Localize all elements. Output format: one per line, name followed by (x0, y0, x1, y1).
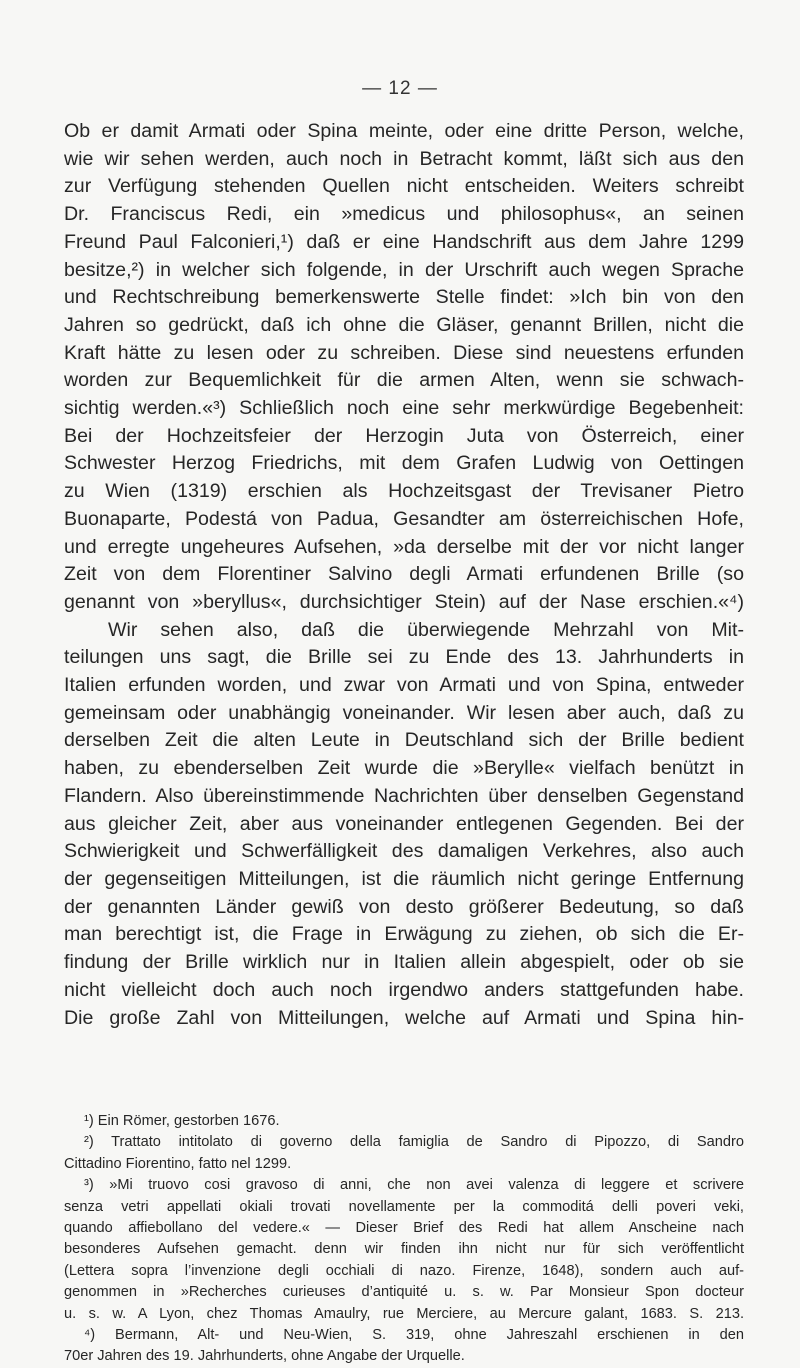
footnote-line: u. s. w. A Lyon, chez Thomas Amaulry, rue Merciere, au Mercure galant, 1683. S. 213. (64, 1305, 744, 1322)
text-line: der gegenseitigen Mitteilungen, ist die räumlich nicht geringe Entfernung (64, 867, 744, 890)
text-line: Jahren so gedrückt, daß ich ohne die Gläser, genannt Brillen, nicht die (64, 313, 744, 336)
text-line: aus gleicher Zeit, aber aus voneinander entlegenen Gegenden. Bei der (64, 812, 744, 835)
text-line: der genannten Länder gewiß von desto größerer Bedeutung, so daß (64, 895, 744, 918)
footnote-line: ²) Trattato intitolato di governo della famiglia de Sandro di Pipozzo, di Sandro (84, 1134, 744, 1151)
text-line: Italien erfunden worden, und zwar von Armati und von Spina, entweder (64, 674, 744, 697)
footnote-line: besonderes Aufsehen gemacht. denn wir finden ihn nicht nur für sich veröffentlicht (64, 1241, 744, 1258)
text-line: sichtig werden.«³) Schließlich noch eine sehr merkwürdige Begebenheit: (64, 397, 744, 420)
text-line: zu Wien (1319) erschien als Hochzeitsgast der Trevisaner Pietro (64, 480, 744, 503)
text-line: Schwierigkeit und Schwerfälligkeit des damaligen Verkehres, also auch (64, 840, 744, 863)
text-line: genannt von »beryllus«, durchsichtiger Stein) auf der Nase erschien.«⁴) (64, 590, 744, 613)
text-line: findung der Brille wirklich nur in Italien allein abgespielt, oder ob sie (64, 951, 744, 974)
footnote-line: ⁴) Bermann, Alt- und Neu-Wien, S. 319, ohne Jahreszahl erschienen in den (84, 1327, 744, 1344)
footnote-line: ¹) Ein Römer, gestorben 1676. (84, 1113, 280, 1129)
body-text (64, 118, 744, 1032)
footnote-line: senza vetri appellati okiali trovati novellamente per la commoditá delli poveri veki, (64, 1198, 744, 1215)
text-line: haben, zu ebenderselben Zeit wurde die »Berylle« vielfach benützt in (64, 757, 744, 780)
footnote-line: Cittadino Fiorentino, fatto nel 1299. (64, 1155, 292, 1172)
text-line: und erregte ungeheures Aufsehen, »da derselbe mit der vor nicht langer (64, 535, 744, 558)
text-line: wie wir sehen werden, auch noch in Betracht kommt, läßt sich aus den (64, 147, 744, 170)
text-line: gemeinsam oder unabhängig voneinander. Wir lesen aber auch, daß zu (64, 701, 744, 724)
text-line: Ob er damit Armati oder Spina meinte, oder eine dritte Person, welche, (64, 120, 744, 142)
text-line: Buonaparte, Podestá von Padua, Gesandter am österreichischen Hofe, (64, 507, 744, 530)
page-number: — 12 — (362, 78, 438, 99)
text-line: Freund Paul Falconieri,¹) daß er eine Handschrift aus dem Jahre 1299 (64, 230, 744, 253)
text-line: Kraft hätte zu lesen oder zu schreiben. Diese sind neuestens erfunden (64, 341, 744, 364)
text-line: teilungen uns sagt, die Brille sei zu Ende des 13. Jahrhunderts in (64, 646, 744, 669)
text-line: zur Verfügung stehenden Quellen nicht entscheiden. Weiters schreibt (64, 175, 744, 198)
text-line: Bei der Hochzeitsfeier der Herzogin Juta von Österreich, einer (64, 424, 744, 447)
footnotes (64, 1111, 744, 1368)
text-line: Schwester Herzog Friedrichs, mit dem Grafen Ludwig von Oettingen (64, 452, 744, 475)
footnote-line: (Lettera sopra l’invenzione degli occhiali di nazo. Firenze, 1648), sondern auch auf- (64, 1262, 744, 1279)
text-line: Dr. Franciscus Redi, ein »medicus und philosophus«, an seinen (64, 203, 744, 226)
text-line: besitze,²) in welcher sich folgende, in der Urschrift auch wegen Sprache (64, 258, 744, 281)
text-line: Flandern. Also übereinstimmende Nachrichten über denselben Gegenstand (64, 784, 744, 807)
text-line: und Rechtschreibung bemerkenswerte Stelle findet: »Ich bin von den (64, 286, 744, 309)
footnote-line: quando affiebollano del vedere.« — Dieser Brief des Redi hat allem Anscheine nach (64, 1220, 744, 1237)
text-line: Zeit von dem Florentiner Salvino degli Armati erfundenen Brille (so (64, 563, 744, 586)
footnote-line: ³) »Mi truovo cosi gravoso di anni, che non avei valenza di leggere et scrivere (84, 1177, 744, 1194)
text-line: nicht vielleicht doch auch noch irgendwo anders stattgefunden habe. (64, 978, 744, 1001)
text-line: worden zur Bequemlichkeit für die armen Alten, wenn sie schwach- (64, 369, 744, 392)
text-line: Wir sehen also, daß die überwiegende Mehrzahl von Mit- (108, 618, 744, 641)
text-line: derselben Zeit die alten Leute in Deutschland sich der Brille bedient (64, 729, 744, 752)
text-line: Die große Zahl von Mitteilungen, welche auf Armati und Spina hin- (64, 1006, 744, 1029)
text-line: man berechtigt ist, die Frage in Erwägung zu ziehen, ob sich die Er- (64, 923, 744, 946)
footnote-line: 70er Jahren des 19. Jahrhunderts, ohne Angabe der Urquelle. (64, 1348, 465, 1365)
footnote-line: genommen in »Recherches curieuses d’antiquité u. s. w. Par Monsieur Spon docteur (64, 1284, 744, 1301)
